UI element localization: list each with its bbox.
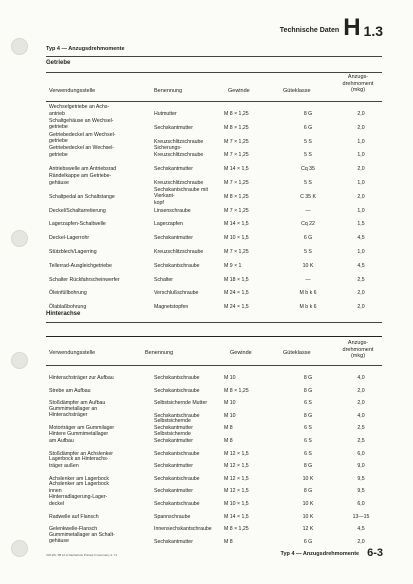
cell-line: Verschlußschraube [154,290,199,297]
cell-grade: 6 S [304,425,312,432]
torque-line: Anzugs- [347,74,369,80]
cell-name [154,418,224,431]
cell-name [154,290,224,297]
punch-hole [11,230,28,247]
cell-part [49,235,154,242]
cell-grade: 8 G [303,375,313,381]
cell-line: Öleinfüllbohrung [49,290,87,297]
cell-part [49,431,154,444]
cell-line: Deckel/Schaltarretierung [49,207,106,214]
cell-torque: 2,0 [357,111,365,117]
cell-line: Sechskantschraube mit Vierkant- [154,186,208,200]
table-row [46,228,382,243]
cell-line: Schaltgehäuse an Wechsel- [49,117,114,124]
cell-grade: 10 K [302,262,314,269]
cell-part [49,290,154,297]
cell-thread: M 7 × 1,25 [224,249,249,255]
cell-line: innen [49,487,62,494]
punch-hole [11,352,28,369]
cell-line: Sechskantmutter [154,538,193,545]
cell-line: Schalter Rückfahrscheinwerfer [49,276,120,283]
cell-part [49,118,154,131]
table-row [46,214,382,229]
cell-thread: M 14 × 1,5 [224,513,249,520]
table-row [46,145,382,160]
cell-line: Lagerzapfen-Schaltwelle [49,221,106,228]
cell-line: Schaltpedal an Schaltstange [49,193,115,200]
cell-line: Sechskantschraube [154,262,200,269]
cell-grade: Cq 22 [301,221,315,228]
col-part: Verwendungsstelle [49,88,96,94]
cell-grade: M b k 6 [299,304,317,311]
cell-torque: 2,0 [357,124,365,131]
cell-thread: M 8 [224,425,233,432]
cell-torque: 2,0 [357,193,365,200]
cell-grade: C 35 K [300,193,316,200]
cell-grade: 8 G [303,463,313,470]
cell-line: Stützblech/Lagerring [49,249,97,255]
table-row [46,104,382,119]
cell-line: Kreuzschlitzschraube [154,151,204,158]
cell-line: Schalter [154,276,174,283]
cell-line: Sechskantmutter [154,488,193,495]
cell-torque: 4,5 [357,262,365,269]
cell-name [154,431,224,444]
cell-part [49,532,154,545]
cell-line: Linsenschraube [154,207,191,214]
col-name: Benennung [145,350,174,356]
divider [46,336,382,337]
cell-name [154,208,224,215]
cell-line: Sechskantschraube [154,501,200,507]
cell-thread: M 12 × 1,5 [224,450,249,457]
cell-grade: 6 S [304,450,312,457]
cell-torque: 2,0 [357,400,365,407]
cell-part [49,132,154,145]
col-thread: Gewinde [228,88,250,94]
cell-part [49,263,154,270]
cell-torque: 2,0 [357,538,365,545]
cell-thread: M 14 × 1,5 [224,166,249,173]
cell-line: Sechskantmutter [154,124,193,131]
cell-line: Kreuzschlitzschraube [154,138,204,145]
cell-torque: 4,5 [357,526,365,533]
cell-torque: 1,0 [357,249,365,255]
cell-name [154,125,224,132]
cell-part [49,406,154,419]
torque-line: (mkg) [350,353,366,359]
cell-grade: 10 K [302,475,314,482]
page-footer [281,547,383,559]
cell-thread: M 10 [224,375,236,381]
cell-line: Sechskantschraube [154,450,200,457]
cell-thread: M 10 [224,400,236,407]
cell-line: Sechskantschraube [154,412,200,419]
cell-line: Lagerbock an Hinterachs- [49,456,109,463]
cell-line: Kreuzschlitzschraube [154,180,204,186]
cell-grade: 5 S [304,138,312,145]
table-row [46,270,382,285]
cell-name [154,304,224,311]
cell-part [49,173,154,186]
cell-grade: 8 G [303,111,313,117]
table-row [46,242,382,257]
cell-part [49,194,154,201]
cell-thread: M 24 × 1,5 [224,290,249,297]
cell-line: Sechskantmutter [154,424,193,431]
torque-line: drehmoment [342,80,374,87]
cell-line: Gummimetallager an [49,405,98,412]
cell-line: am Aufbau [49,437,74,444]
cell-torque: 6,0 [357,450,365,457]
cell-name [154,111,224,118]
cell-thread: M 8 [224,438,233,444]
cell-line: Tellerrad-Ausgleichgetriebe [49,262,112,269]
cell-line: Ölablaßbohrung [49,304,87,311]
cell-name [154,166,224,173]
type-heading: Typ 4 — Anzugsdrehmomente [46,46,125,52]
cell-line: Motorträger am Gummilager [49,425,115,432]
table-row [46,201,382,216]
header-letter: H [343,14,361,41]
table-row [46,173,382,188]
cell-line: träger außen [49,462,79,469]
table-row [46,283,382,298]
cell-part [49,221,154,228]
table-row [46,532,382,547]
cell-thread: M 12 × 1,5 [224,475,249,482]
cell-torque: 13—15 [352,513,370,520]
section-title: Hinterachse [46,311,81,317]
cell-line: Hutmutter [154,111,177,117]
cell-line: Wechselgetriebe an Achs- [49,104,110,110]
cell-line: getriebe [49,151,68,158]
punch-hole [11,38,28,55]
cell-line: Hinterachsträger [49,412,88,419]
cell-line: Kreuzschlitzschraube [154,249,204,255]
cell-torque: 1,5 [357,221,365,228]
cell-thread: M 7 × 1,25 [224,180,249,186]
col-torque [330,340,386,360]
cell-part [49,277,154,284]
cell-thread: M 8 × 1,25 [224,193,249,200]
page-number: 6-3 [367,547,383,559]
cell-line: Sicherungs- [154,145,182,152]
cell-torque: 2,5 [357,425,365,432]
cell-line: Sechskantschraube [154,375,200,381]
cell-line: getriebe [49,124,68,131]
cell-thread: M 12 × 1,5 [224,463,249,470]
cell-grade: 8 G [303,387,313,394]
cell-line: Hintere Gummimetallager [49,431,109,437]
cell-part [49,145,154,158]
cell-line: Selbstsichernde Mutter [154,400,208,407]
cell-name [154,180,224,187]
cell-name [154,249,224,256]
cell-torque: 9,0 [357,463,365,470]
cell-grade: — [305,276,311,283]
cell-torque: 2,0 [357,290,365,297]
table-row [46,132,382,147]
cell-torque: 2,5 [357,438,365,444]
cell-thread: M 8 × 1,25 [224,387,249,394]
cell-line: antrieb [49,110,65,117]
cell-part [49,104,154,117]
cell-line: Sechskantmutter [154,463,193,470]
cell-part [49,249,154,256]
torque-line: drehmoment [342,346,374,353]
cell-thread: M 18 × 1,5 [224,276,249,283]
cell-line: Strebe am Aufbau [49,387,91,394]
cell-grade: 12 K [302,526,314,533]
col-grade: Güteklasse [283,88,311,94]
cell-part [49,481,154,494]
cell-line: Achslenker am Lagerbock [49,475,109,482]
table-row [46,118,382,133]
cell-torque: 2,0 [357,166,365,173]
cell-torque: 2,5 [357,276,365,283]
cell-line: Sechskantmutter [154,166,193,173]
cell-line: getriebe [49,138,68,145]
cell-line: Hinterradlagerung-Lager- [49,494,108,500]
divider [46,101,382,102]
cell-line: Stoßdämpfer an Achslenker [49,450,114,457]
cell-thread: M 8 × 1,25 [224,526,249,533]
col-part: Verwendungsstelle [49,350,96,356]
cell-line: Getriebedeckel am Wechsel- [49,131,116,138]
cell-line: Gelenkwelle-Flansch [49,526,98,533]
cell-line: Sechskantschraube [154,387,200,394]
cell-thread: M 10 × 1,5 [224,501,249,507]
cell-thread: M 14 × 1,5 [224,221,249,228]
cell-torque: 1,0 [357,152,365,159]
page-header [280,16,383,40]
cell-grade: 5 S [304,180,312,186]
cell-grade: 8 G [303,412,313,419]
cell-torque: 2,0 [357,304,365,311]
col-thread: Gewinde [230,350,252,356]
cell-grade: 8 G [303,488,313,495]
cell-line: gehäuse [49,538,69,545]
cell-grade: M b k 6 [299,290,317,297]
torque-line: Anzugs- [347,340,369,346]
cell-line: Rändelkappe am Getriebe- [49,173,112,179]
cell-torque: 2,0 [357,387,365,394]
cell-part [49,304,154,311]
cell-part [49,166,154,173]
cell-line: Innensechskantschraube [154,526,212,533]
header-number: 1.3 [363,23,383,39]
cell-grade: 5 S [304,152,312,159]
table-row [46,159,382,174]
col-name: Benennung [154,88,183,94]
cell-line: Deckel-Lagerrohr [49,235,90,242]
cell-name [154,139,224,146]
torque-line: (mkg) [350,87,366,93]
cell-part [49,494,154,507]
cell-thread: M 12 × 1,5 [224,488,249,495]
cell-line: deckel [49,500,64,507]
cell-line: Antriebswelle am Antriebsrad [49,166,117,173]
table-row [46,297,382,312]
cell-thread: M 9 × 1 [224,262,242,269]
cell-torque: 4,0 [357,375,365,381]
cell-torque: 1,0 [357,207,365,214]
cell-line: Sechskantmutter [154,235,193,242]
table-row [46,186,382,206]
cell-thread: M 7 × 1,25 [224,138,249,145]
cell-torque: 9,5 [357,475,365,482]
cell-name [154,221,224,228]
cell-thread: M 7 × 1,25 [224,207,249,214]
cell-part [49,456,154,469]
cell-line: Selbstsichernde [154,418,191,425]
cell-thread: M 8 × 1,25 [224,111,249,117]
cell-thread: M 7 × 1,25 [224,152,249,159]
cell-torque: 1,0 [357,138,365,145]
cell-part [49,208,154,215]
cell-line: Achslenker am Lagerbock [49,481,109,488]
cell-name [154,145,224,158]
cell-line: Hinterachsträger zur Aufbau [49,375,114,381]
cell-thread: M 8 [224,538,233,545]
cell-thread: M 24 × 1,5 [224,304,249,311]
cell-grade: 6 G [303,124,313,131]
cell-grade: 10 K [302,501,314,507]
cell-line: Magnetstopfen [154,304,189,311]
cell-grade: 6 G [303,235,313,242]
cell-thread: M 10 × 1,5 [224,235,249,242]
imprint: VW-WL-TB 10 A Nachdruck Printed in Germany 4. 71 [46,553,118,557]
table-row [46,256,382,271]
cell-grade: — [305,207,311,214]
cell-line: Lagerzapfen [154,221,183,228]
section-title: Getriebe [46,60,71,66]
punch-hole [11,540,28,557]
cell-line: Radwelle auf Flansch [49,513,99,520]
cell-name [154,235,224,242]
col-grade: Güteklasse [283,350,311,356]
cell-torque: 6,0 [357,501,365,507]
cell-line: Stoßdämpfer am Aufbau [49,400,106,407]
footer-title: Typ 4 — Anzugsdrehmomente [280,551,360,557]
cell-line: Getriebedeckel an Wechsel- [49,145,115,152]
cell-torque: 1,0 [357,180,365,186]
col-torque [330,74,386,94]
divider [46,72,382,73]
cell-torque: 4,0 [357,412,365,419]
cell-line: kopf [154,199,164,206]
divider [46,56,382,57]
divider [46,322,382,323]
cell-torque: 9,5 [357,488,365,495]
cell-grade: Cq 35 [301,166,315,173]
cell-grade: 6 S [304,438,312,444]
cell-grade: 10 K [302,513,314,520]
cell-name [154,539,224,546]
cell-line: Gummimetallager an Schalt- [49,531,115,538]
cell-line: Sechskantmutter [154,437,193,444]
cell-name [154,277,224,284]
cell-thread: M 8 × 1,25 [224,124,249,131]
header-section: Technische Daten [279,26,340,34]
cell-line: Sechskantschraube [154,475,200,482]
divider [46,365,382,366]
cell-thread: M 10 [224,412,236,419]
cell-line: gehäuse [49,179,69,186]
cell-grade: 5 S [304,249,312,255]
cell-grade: 6 G [303,538,313,545]
cell-grade: 6 S [304,400,312,407]
cell-name [154,263,224,270]
cell-line: Spannschraube [154,513,191,520]
cell-torque: 4,5 [357,235,365,242]
cell-line: Selbstsichernde [154,431,191,437]
